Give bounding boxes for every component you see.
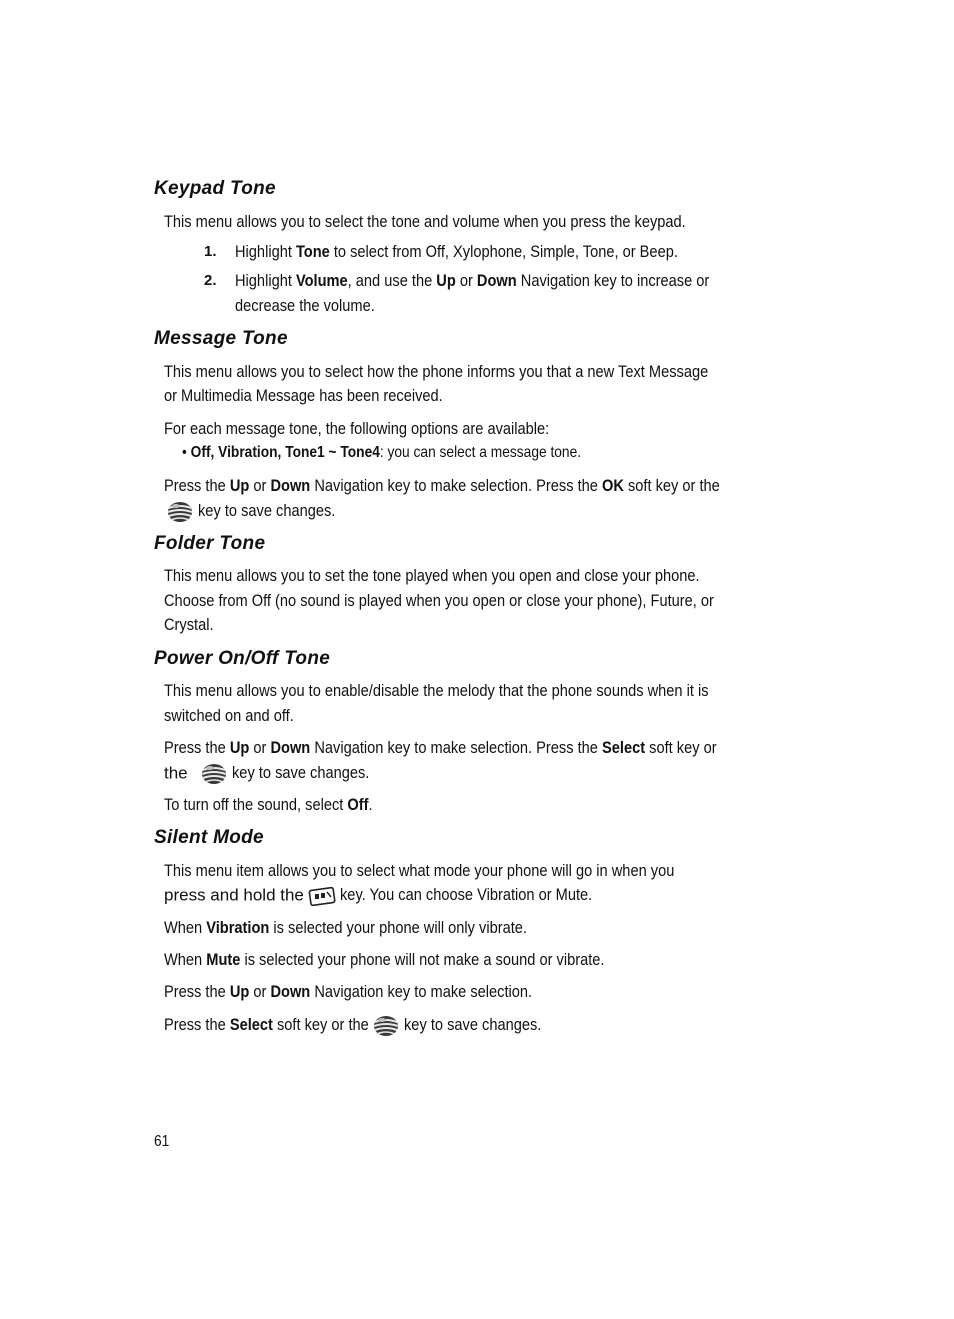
- message-intro-line-2: or Multimedia Message has been received.: [164, 386, 443, 405]
- folder-line-1: This menu allows you to set the tone played when you open and close your phone.: [164, 566, 700, 585]
- message-options-intro: For each message tone, the following options are available:: [164, 419, 550, 438]
- att-globe-key-icon: [200, 762, 228, 786]
- power-off-line: To turn off the sound, select Off.: [164, 795, 373, 814]
- heading-folder-tone: Folder Tone: [154, 533, 266, 554]
- power-line-1: This menu allows you to enable/disable the melody that the phone sounds when it is: [164, 681, 709, 700]
- message-options-bullet: • Off, Vibration, Tone1 ~ Tone4: you can select a message tone.: [182, 444, 582, 461]
- folder-line-3: Crystal.: [164, 615, 214, 634]
- message-press-line-2: key to save changes.: [164, 499, 774, 524]
- power-press-line-1: Press the Up or Down Navigation key to make selection. Press the Select soft key or: [164, 738, 717, 757]
- att-globe-key-icon: [166, 500, 194, 524]
- silent-vibration-line: When Vibration is selected your phone will only vibrate.: [164, 918, 527, 937]
- att-globe-key-icon: [372, 1014, 400, 1038]
- folder-line-2: Choose from Off (no sound is played when you open or close your phone), Future, or: [164, 591, 714, 610]
- silent-line-2: press and hold the key. You can choose Vibration or Mute.: [164, 883, 774, 908]
- heading-message-tone: Message Tone: [154, 328, 288, 349]
- silent-select-line: Press the Select soft key or the key to save changes.: [164, 1013, 774, 1038]
- keypad-intro: This menu allows you to select the tone and volume when you press the keypad.: [164, 212, 686, 231]
- silent-mode-key-icon: [308, 884, 336, 908]
- power-line-2: switched on and off.: [164, 706, 294, 725]
- page-number: 61: [154, 1133, 170, 1150]
- manual-page: Keypad Tone This menu allows you to select the tone and volume when you press the keypad. 1. Highlight Tone to select from Off, Xylophone, Simple, Tone, or Beep. 2. Highlight Volume, and use the Up or Down Navigation key to increase or decrease the volume. Message Tone This menu allows you to select how the phone informs you that a new Text Message or Multimedia Message has been received. For each message tone, the following options are available: • Off, Vibration, Tone1 ~ Tone4: you can select a message tone. Press the Up or Down Navigation key to make selection. Press the OK soft key or the key to save changes. Folder Tone This menu allows you to set the tone played when you open and close your phone. Choose from Off (no sound is played when you open or close your phone), Future, or Crystal. Power On/Off Tone This menu allows you to enable/disable the melody that the phone sounds when it is switched on and off. Press the Up or Down Navigation key to make selection. Press the Select soft key or the key to save changes. To turn off the sound, select Off. Silent Mode This menu item allows you to select what mode your phone will go in when you press and hold the key. You can choose Vibration or Mute. When Vibration is selected your phone will only vibrate. When Mute is selected your phone will not make a sound or vibrate. Press the Up or Down Navigation key to make selection. Press the Select soft key or the key to save changes. 61: [0, 0, 954, 1319]
- silent-mute-line: When Mute is selected your phone will not make a sound or vibrate.: [164, 950, 605, 969]
- heading-silent-mode: Silent Mode: [154, 827, 264, 848]
- message-intro-line-1: This menu allows you to select how the phone informs you that a new Text Message: [164, 362, 709, 381]
- heading-keypad-tone: Keypad Tone: [154, 178, 276, 199]
- silent-line-1: This menu item allows you to select what mode your phone will go in when you: [164, 861, 675, 880]
- message-press-line-1: Press the Up or Down Navigation key to make selection. Press the OK soft key or the: [164, 476, 720, 495]
- silent-nav-line: Press the Up or Down Navigation key to make selection.: [164, 982, 533, 1001]
- power-press-line-2: the key to save changes.: [164, 761, 774, 786]
- heading-power-tone: Power On/Off Tone: [154, 648, 331, 669]
